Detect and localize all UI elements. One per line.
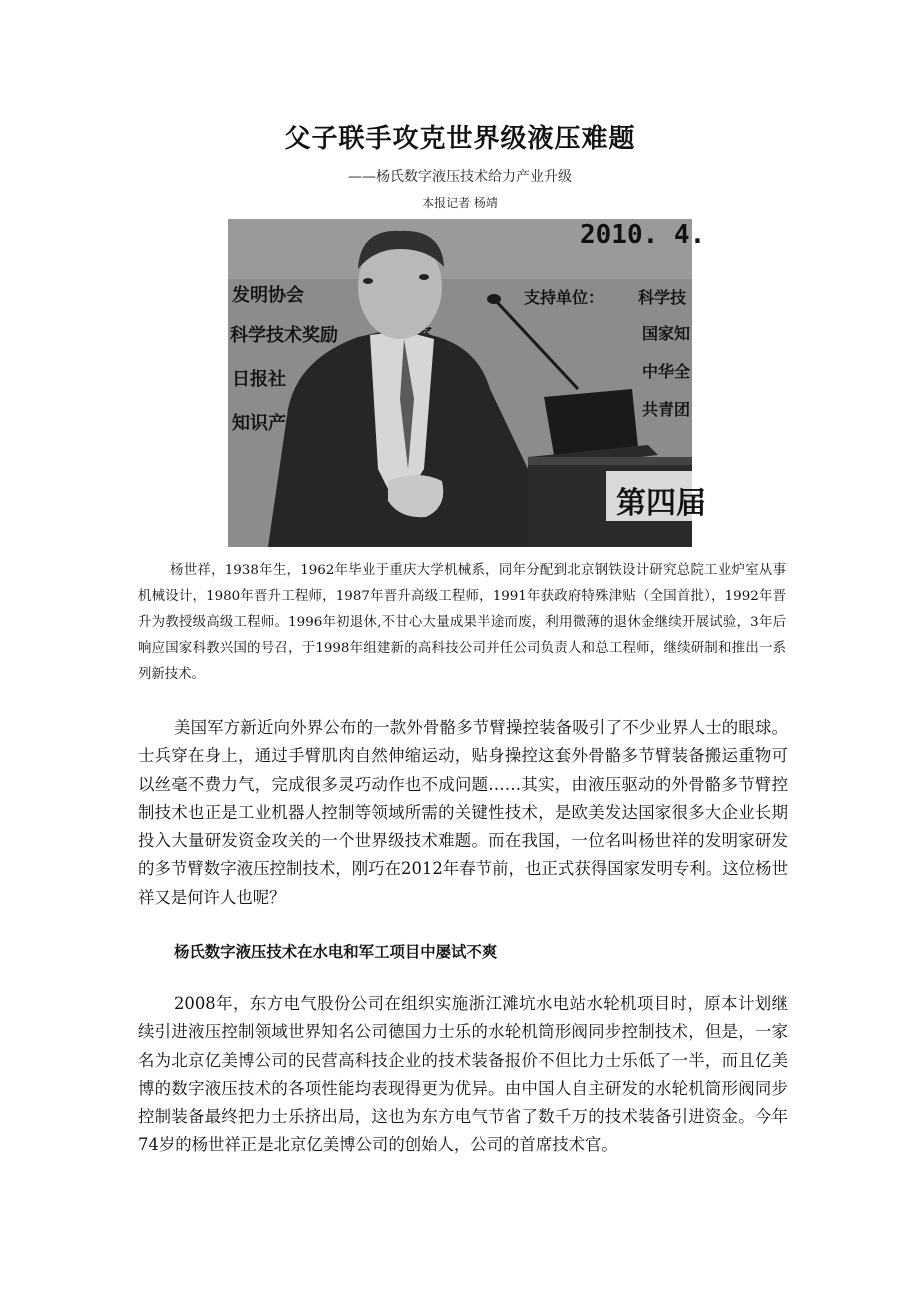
body-paragraph-1: 美国军方新近向外界公布的一款外骨骼多节臂操控装备吸引了不少业界人士的眼球。士兵穿在身上，通过手臂肌肉自然伸缩运动，贴身操控这套外骨骼多节臂装备搬运重物可以丝毫不费力气，完成很多灵巧动作也不成问题……其实，由液压驱动的外骨骼多节臂控制技术也正是工业机器人控制等领域所需的关键性技术，是欧美发达国家很多大企业长期投入大量研发资金攻关的一个世界级技术难题。而在我国，一位名叫杨世祥的发明家研发的多节臂数字液压控制技术，刚巧在2012年春节前，也正式获得国家发明专利。这位杨世祥又是何许人也呢？ bbox=[138, 718, 788, 907]
banner-left-line-1: 发明协会 bbox=[232, 285, 304, 306]
banner-left-line-2: 科学技术奖励 bbox=[230, 325, 338, 346]
banner-left-line-4: 日报社 bbox=[232, 369, 286, 390]
banner-right-line-4: 共青团 bbox=[642, 400, 691, 419]
body-paragraph-2: 2008年，东方电气股份公司在组织实施浙江滩坑水电站水轮机项目时，原本计划继续引进液压控制领域世界知名公司德国力士乐的水轮机筒形阀同步控制技术，但是，一家名为北京亿美博公司的民营高科技企业的技术装备报价不但比力士乐低了一半，而且亿美博的数字液压技术的各项性能均表现得更为优异。由中国人自主研发的水轮机筒形阀同步控制装备最终把力士乐挤出局，这也为东方电气节省了数千万的技术装备引进资金。今年74岁的杨世祥正是北京亿美博公司的创始人，公司的首席技术官。 bbox=[138, 994, 788, 1155]
article-title: 父子联手攻克世界级液压难题 bbox=[284, 124, 636, 154]
photo-caption: 杨世祥，1938年生，1962年毕业于重庆大学机械系，同年分配到北京钢铁设计研究总院工业炉室从事机械设计，1980年晋升工程师，1987年晋升高级工程师，1991年获政府特殊津贴（全国首批），1992年晋升为教授级高级工程师。1996年初退休,不甘心大量成果半途而废，利用微薄的退休金继续开展试验，3年后响应国家科教兴国的号召，于1998年组建新的高科技公司并任公司负责人和总工程师，继续研制和推出一系列新技术。 bbox=[138, 563, 786, 682]
banner-date: 2010. 4. bbox=[580, 220, 706, 250]
speaker-photo bbox=[228, 219, 706, 547]
banner-support-label: 支持单位： bbox=[524, 288, 605, 307]
banner-left-line-5: 知识产 bbox=[232, 413, 286, 434]
banner-right-line-1: 科学技 bbox=[638, 288, 687, 307]
banner-right-line-3: 中华全 bbox=[642, 362, 691, 381]
banner-right-line-2: 国家知 bbox=[642, 324, 691, 343]
podium-text: 第四届 bbox=[616, 486, 706, 521]
section-heading: 杨氏数字液压技术在水电和军工项目中屡试不爽 bbox=[174, 943, 498, 961]
article-byline: 本报记者 杨靖 bbox=[422, 196, 498, 210]
article-subtitle: ——杨氏数字液压技术给力产业升级 bbox=[348, 169, 572, 185]
